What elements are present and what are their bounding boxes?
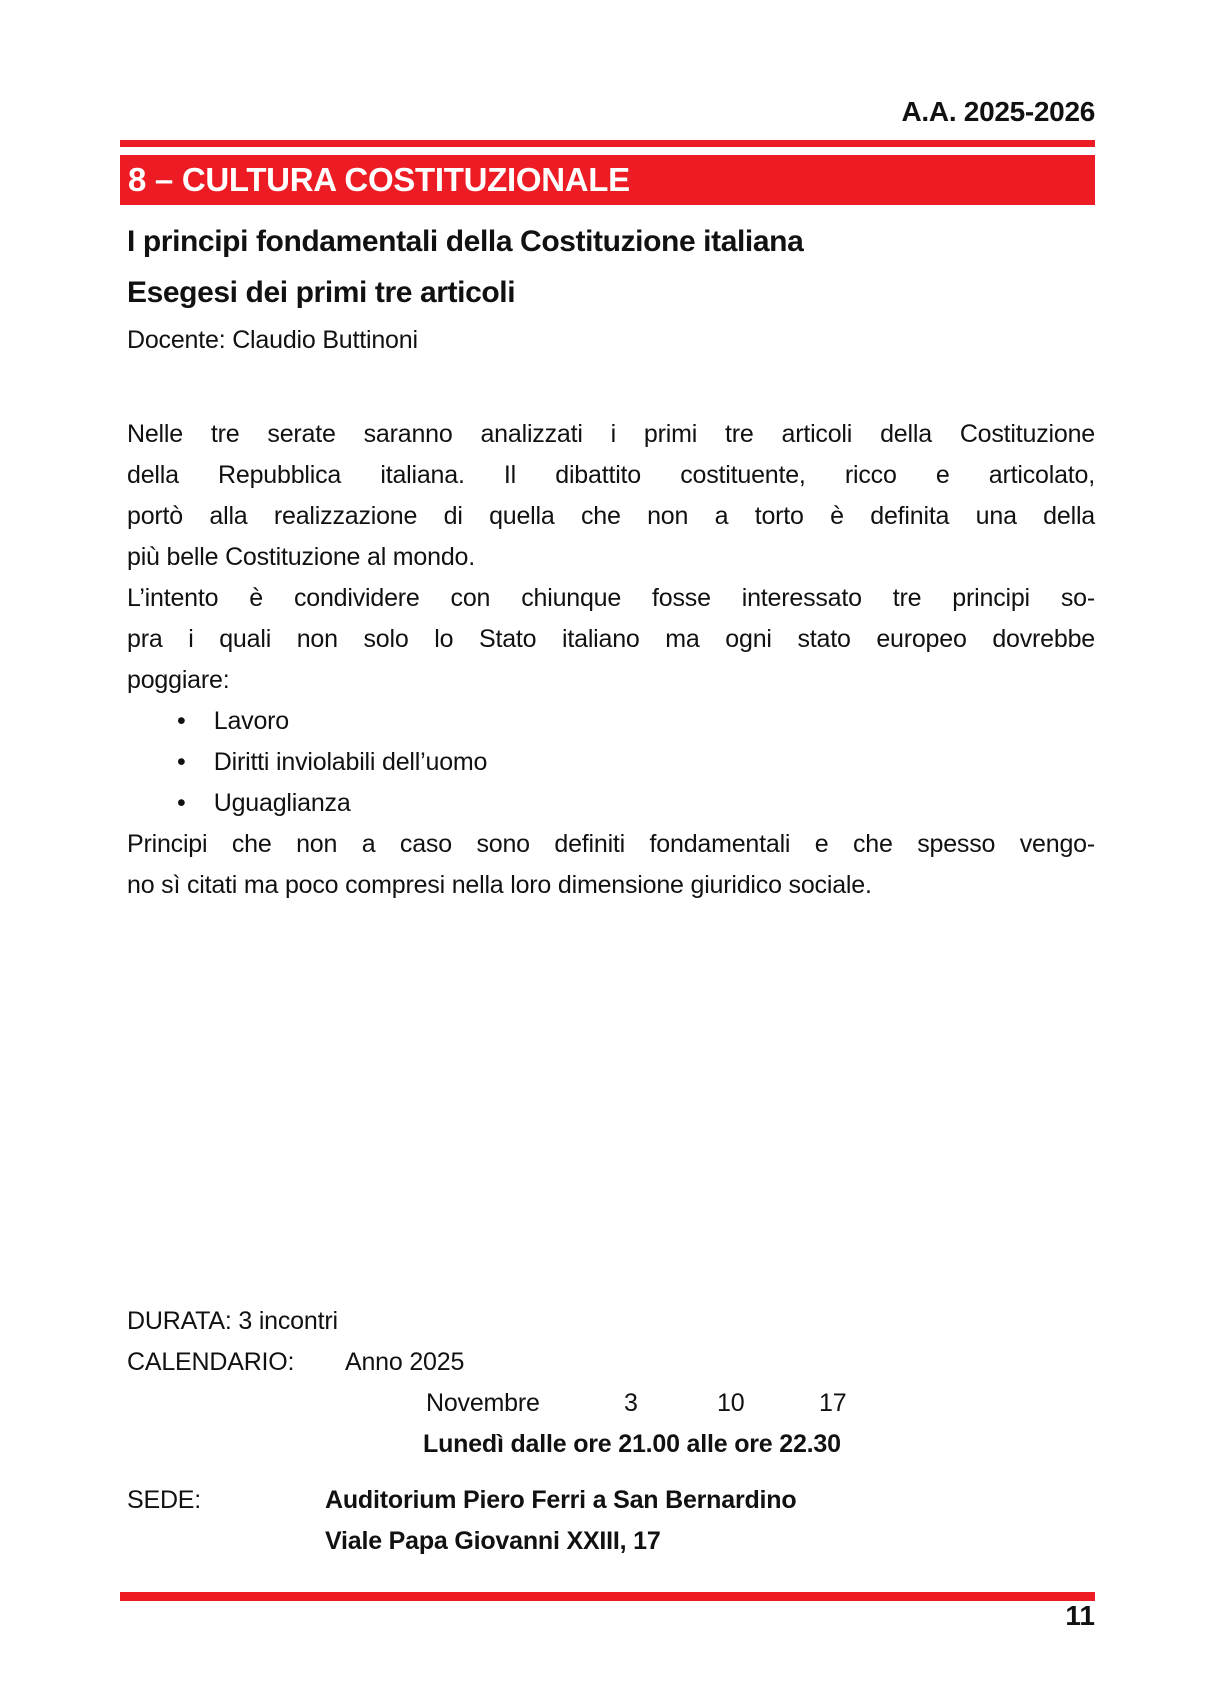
sede-row [127, 1480, 1095, 1521]
section-banner [120, 155, 1095, 205]
date-value: 3 [624, 1389, 638, 1417]
dates-row [127, 1383, 1095, 1424]
bullet-item [127, 783, 1095, 824]
paragraph-line: L’intento è condividere con chiunque fosse interessato tre principi so- [127, 584, 1095, 612]
paragraph-line: no sì citati ma poco compresi nella loro dimensione giuridico sociale. [127, 871, 872, 899]
schedule-row [127, 1424, 1095, 1465]
paragraph-line: portò alla realizzazione di quella che non a torto è definita una della [127, 502, 1095, 530]
course-details [127, 1301, 1095, 1562]
paragraph-line: più belle Costituzione al mondo. [127, 543, 475, 571]
page-number: 11 [1065, 1600, 1095, 1631]
course-description [127, 414, 1095, 906]
calendario-row [127, 1342, 1095, 1383]
sede-label: SEDE: [127, 1486, 202, 1514]
sede-address-row [127, 1521, 1095, 1562]
bottom-red-rule [120, 1592, 1095, 1601]
durata-label: DURATA: [127, 1307, 232, 1335]
course-title-line2: Esegesi dei primi tre articoli [127, 276, 516, 309]
paragraph-line: della Repubblica italiana. Il dibattito costituente, ricco e articolato, [127, 461, 1095, 489]
top-red-rule [120, 140, 1095, 147]
date-value: 10 [717, 1389, 745, 1417]
sede-address: Viale Papa Giovanni XXIII, 17 [325, 1527, 661, 1555]
section-banner-title: 8 – CULTURA COSTITUZIONALE [128, 161, 630, 198]
durata-row [127, 1301, 1095, 1342]
bullet-item [127, 701, 1095, 742]
schedule-value: Lunedì dalle ore 21.00 alle ore 22.30 [423, 1430, 841, 1458]
course-title-line1: I principi fondamentali della Costituzione italiana [127, 225, 804, 258]
paragraph-line: poggiare: [127, 666, 230, 694]
course-header [127, 216, 1095, 361]
paragraph-line: Principi che non a caso sono definiti fondamentali e che spesso vengo- [127, 830, 1095, 858]
academic-year-label: A.A. 2025-2026 [901, 96, 1095, 127]
month-label: Novembre [426, 1389, 540, 1417]
bullet-label: Uguaglianza [213, 789, 351, 817]
durata-value: 3 incontri [238, 1307, 338, 1335]
sede-venue: Auditorium Piero Ferri a San Bernardino [325, 1486, 797, 1514]
bullet-label: Lavoro [213, 707, 289, 735]
paragraph-line: pra i quali non solo lo Stato italiano ma ogni stato europeo dovrebbe [127, 625, 1095, 653]
calendario-value: Anno 2025 [345, 1348, 465, 1376]
bullet-item [127, 742, 1095, 783]
paragraph-line: Nelle tre serate saranno analizzati i primi tre articoli della Costituzione [127, 420, 1095, 448]
calendario-label: CALENDARIO: [127, 1348, 295, 1376]
date-value: 17 [819, 1389, 847, 1417]
course-lecturer: Docente: Claudio Buttinoni [127, 326, 418, 354]
bullet-label: Diritti inviolabili dell’uomo [213, 748, 488, 776]
